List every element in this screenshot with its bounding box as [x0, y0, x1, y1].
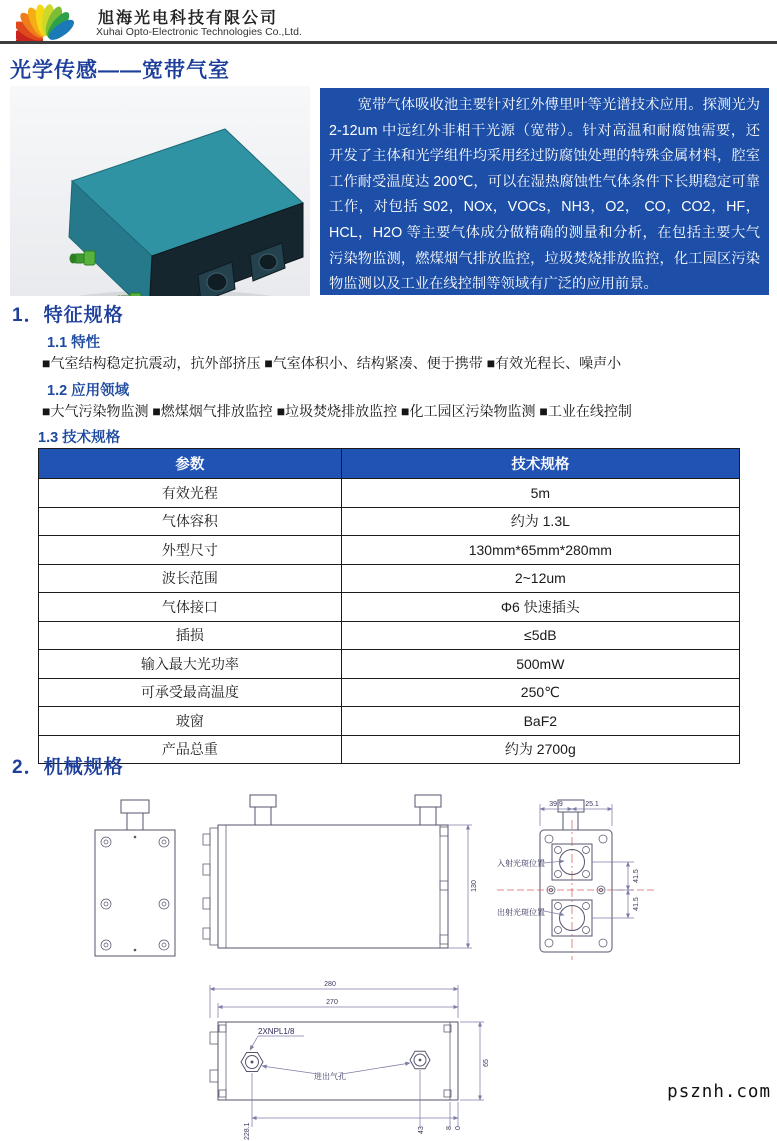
- dim-39-9: 39.9: [549, 801, 563, 808]
- dim-41-5-bottom: 41.5: [633, 897, 640, 911]
- dim-130: 130: [471, 880, 478, 892]
- feature-list: ■气室结构稳定抗震动，抗外部挤压 ■气室体积小、结构紧凑、便于携带 ■有效光程长、噪声小: [42, 355, 622, 371]
- dim-41-5-top: 41.5: [633, 869, 640, 883]
- table-row: [39, 735, 740, 764]
- value-cell: 500mW: [341, 650, 739, 679]
- param-cell: 产品总重: [39, 735, 342, 764]
- table-row: [39, 536, 740, 565]
- value-cell: 约为 1.3L: [341, 507, 739, 536]
- header: [0, 0, 777, 41]
- value-cell: 5m: [341, 479, 739, 508]
- subsection-1-2-title: 1.2 应用领域: [47, 383, 130, 399]
- dim-65: 65: [483, 1059, 490, 1067]
- dim-25-1: 25.1: [585, 801, 599, 808]
- company-name-cn: 旭海光电科技有限公司: [98, 10, 279, 27]
- rainbow-fan-logo-icon: [16, 1, 92, 43]
- subsection-1-3-title: 1.3 技术规格: [38, 430, 121, 446]
- company-name-en: Xuhai Opto-Electronic Technologies Co.,Ltd.: [96, 26, 302, 38]
- mechanical-drawing: [0, 782, 777, 1141]
- spec-col-header-value: 技术规格: [341, 449, 739, 479]
- dim-0: 0: [455, 1126, 462, 1130]
- table-row: [39, 507, 740, 536]
- dim-8: 8: [446, 1126, 453, 1130]
- spec-col-header-param: 参数: [39, 449, 342, 479]
- value-cell: 130mm*65mm*280mm: [341, 536, 739, 565]
- drawing-view-port-face: [497, 800, 655, 960]
- section-2-title: 2．机械规格: [12, 757, 124, 778]
- application-list: ■大气污染物监测 ■燃煤烟气排放监控 ■垃圾焚烧排放监控 ■化工园区污染物监测 ■工业在线控制: [42, 403, 632, 419]
- drawing-view-side: [203, 795, 478, 948]
- dim-228-1: 228.1: [244, 1122, 251, 1140]
- param-cell: 插损: [39, 621, 342, 650]
- param-cell: 外型尺寸: [39, 536, 342, 565]
- table-row: [39, 650, 740, 679]
- value-cell: ≤5dB: [341, 621, 739, 650]
- value-cell: 2~12um: [341, 564, 739, 593]
- value-cell: BaF2: [341, 707, 739, 736]
- value-cell: Φ6 快速插头: [341, 593, 739, 622]
- param-cell: 玻窗: [39, 707, 342, 736]
- dim-280: 280: [324, 981, 336, 988]
- subsection-1-1-title: 1.1 特性: [47, 335, 101, 351]
- drawing-view-bottom: [210, 981, 490, 1140]
- intro-panel: [320, 88, 769, 295]
- dim-43: 43: [418, 1126, 425, 1134]
- table-row: [39, 678, 740, 707]
- npl-thread-label: 2XNPL1/8: [258, 1027, 295, 1036]
- param-cell: 波长范围: [39, 564, 342, 593]
- table-row: [39, 564, 740, 593]
- exit-spot-label: 出射光斑位置: [497, 908, 545, 917]
- dim-270: 270: [326, 999, 338, 1006]
- section-1-title: 1．特征规格: [12, 305, 124, 326]
- table-row: [39, 707, 740, 736]
- spec-table: [38, 448, 740, 764]
- param-cell: 气体容积: [39, 507, 342, 536]
- value-cell: 约为 2700g: [341, 735, 739, 764]
- intro-text: 宽带气体吸收池主要针对红外傅里叶等光谱技术应用。探测光为 2-12um 中远红外非相干光源（宽带）。针对高温和耐腐蚀需要，还开发了主体和光学组件均采用经过防腐蚀处理的特殊金属材料，腔室工作耐受温度达 200℃，可以在湿热腐蚀性气体条件下长期稳定可靠工作，对包括 S02，NOx，VOCs，NH3，O2， CO，CO2，HF，HCL，H2O 等主要气体成分做精确的测量和分析，在包括主要大气污染物监测，燃煤烟气排放监控，垃圾焚烧排放监控，化工园区污染物监测以及工业在线控制等领域有广泛的应用前景。: [329, 97, 760, 293]
- page-title: 光学传感——宽带气室: [10, 59, 230, 82]
- drawing-view-end-plate: [95, 800, 175, 956]
- header-divider: [0, 41, 777, 44]
- gas-holes-label: 进出气孔: [314, 1072, 346, 1081]
- param-cell: 输入最大光功率: [39, 650, 342, 679]
- param-cell: 可承受最高温度: [39, 678, 342, 707]
- table-row: [39, 479, 740, 508]
- value-cell: 250℃: [341, 678, 739, 707]
- table-row: [39, 621, 740, 650]
- param-cell: 有效光程: [39, 479, 342, 508]
- incident-spot-label: 入射光斑位置: [497, 859, 545, 868]
- product-photo: [10, 86, 310, 296]
- param-cell: 气体接口: [39, 593, 342, 622]
- spec-table-header-row: [39, 449, 740, 479]
- watermark: psznh.com: [667, 1082, 771, 1102]
- table-row: [39, 593, 740, 622]
